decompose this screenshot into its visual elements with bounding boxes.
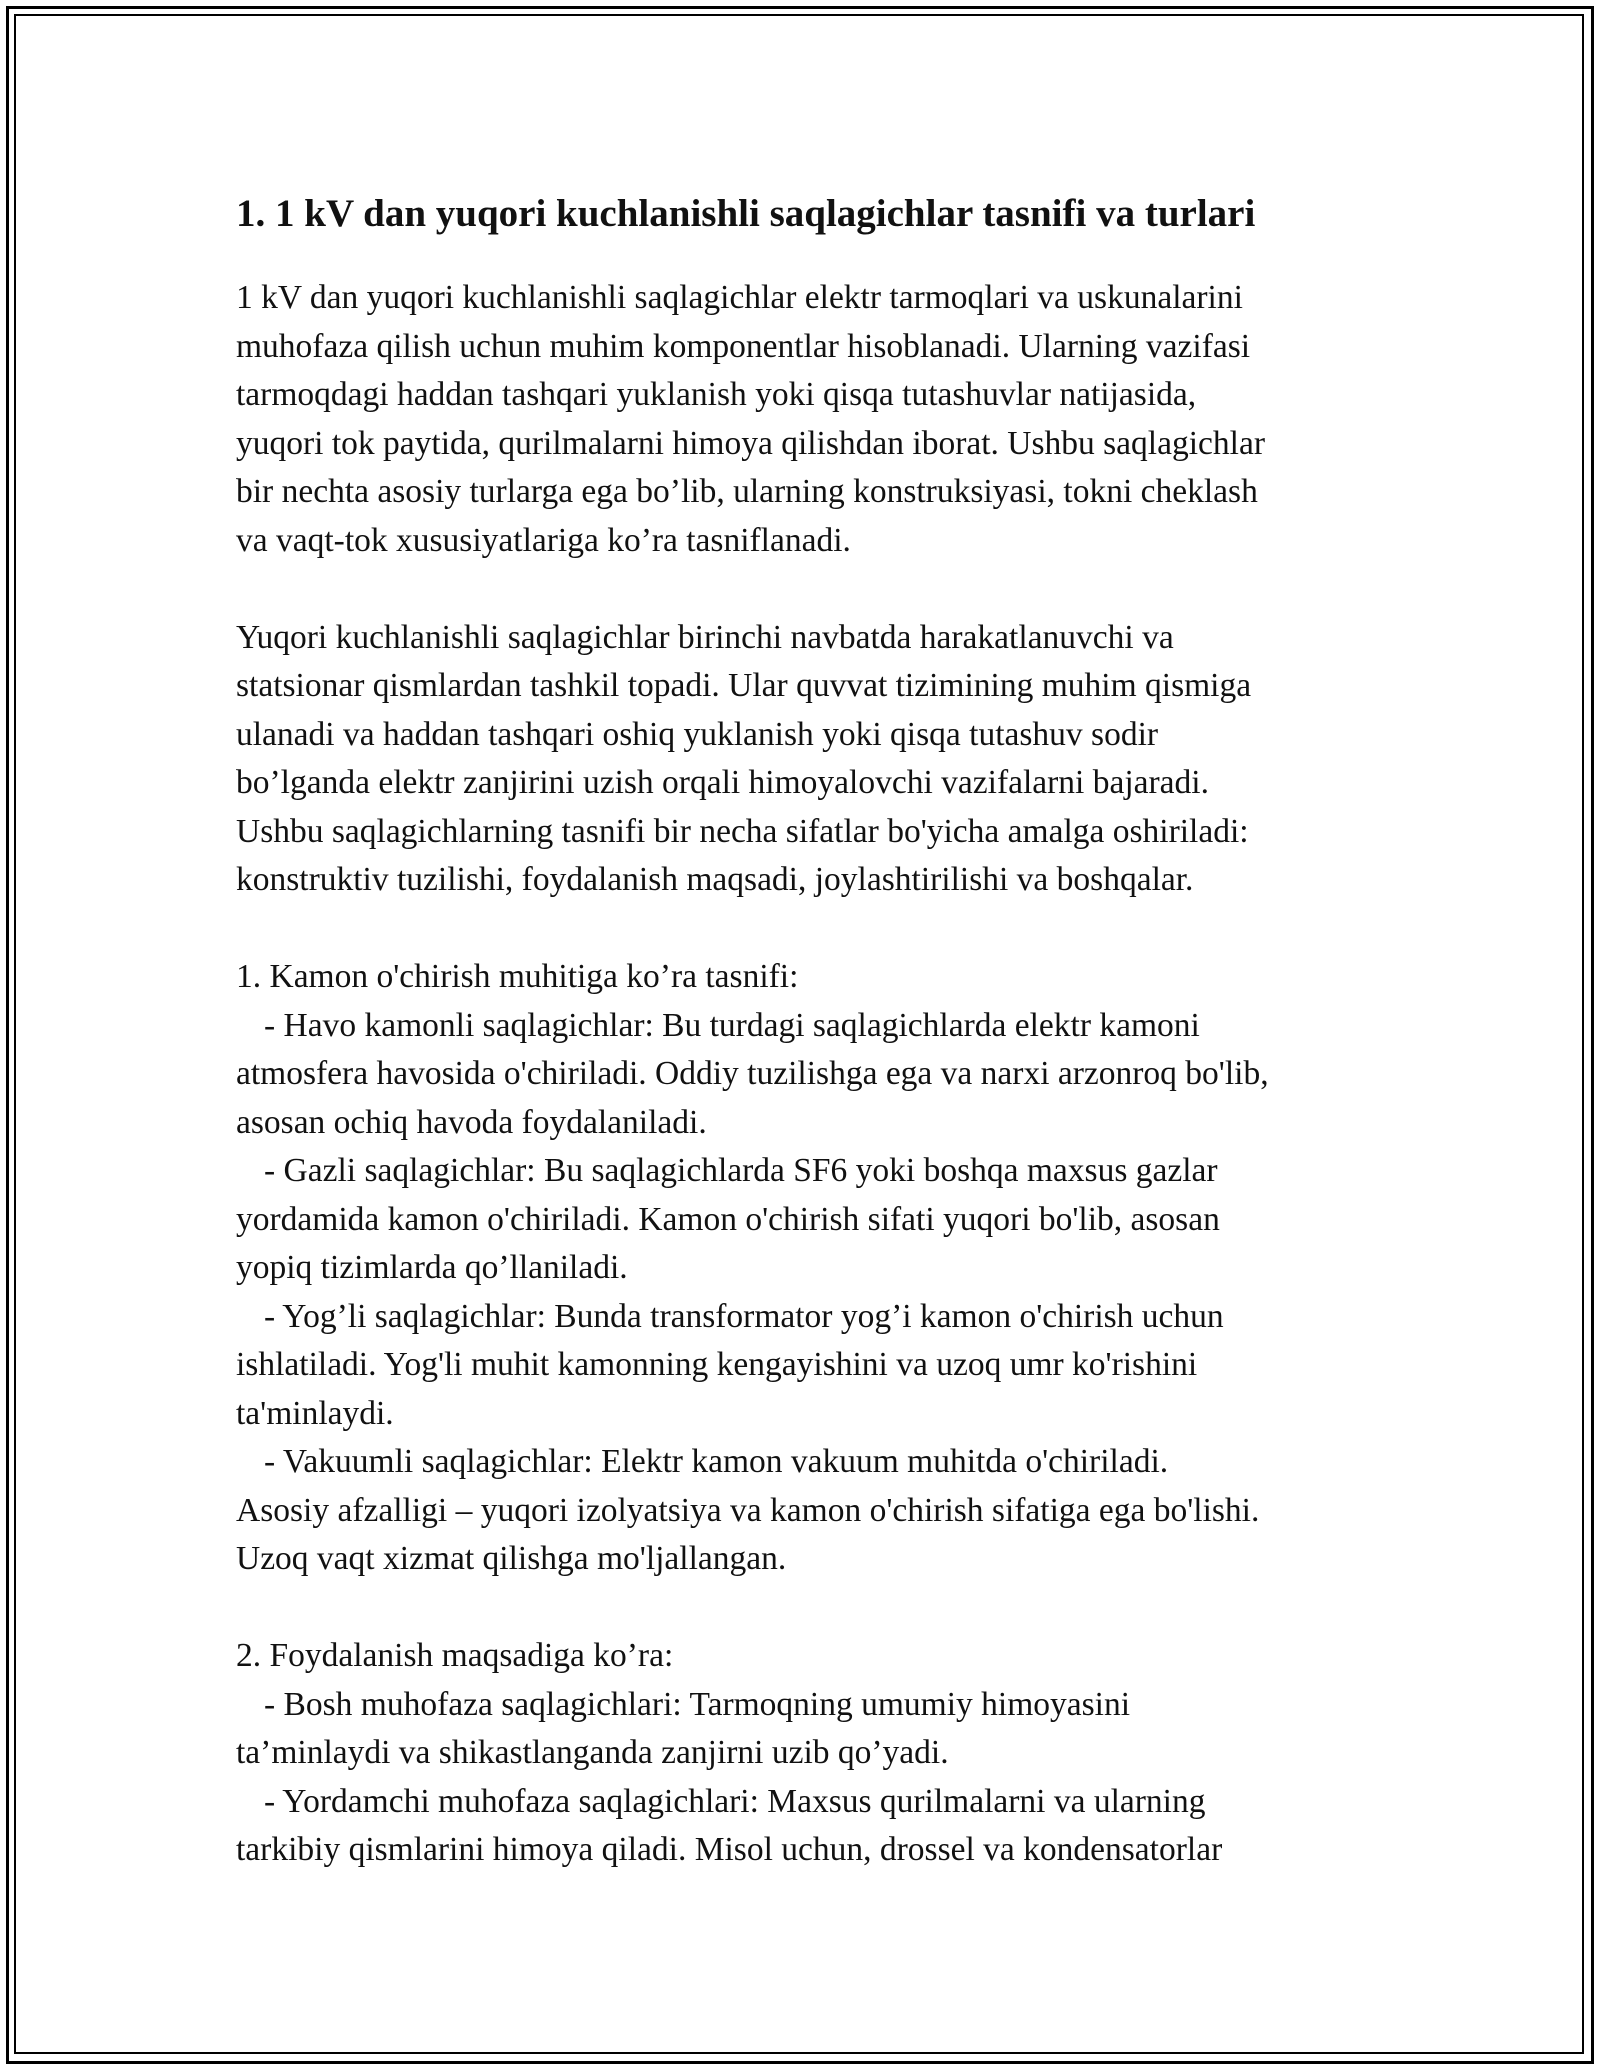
paragraph-spacer xyxy=(236,905,1386,954)
text-line: Yuqori kuchlanishli saqlagichlar birinchi navbatda harakatlanuvchi va xyxy=(236,618,1174,656)
text-line: tarkibiy qismlarini himoya qiladi. Misol uchun, drossel va kondensatorlar xyxy=(236,1831,1223,1868)
text-line: asosan ochiq havoda foydalaniladi. xyxy=(236,1103,707,1141)
document-body xyxy=(236,186,1386,1875)
list-heading: 1. Kamon o'chirish muhitiga ko’ra tasnifi: xyxy=(236,958,799,995)
list-item-line: - Vakuumli saqlagichlar: Elektr kamon vakuum muhitda o'chiriladi. xyxy=(264,1443,1169,1480)
text-line: ulanadi va haddan tashqari oshiq yuklanish yoki qisqa tutashuv sodir xyxy=(236,715,1159,753)
text-line: yuqori tok paytida, qurilmalarni himoya qilishdan iborat. Ushbu saqlagichlar xyxy=(236,424,1265,462)
text-line: tarmoqdagi haddan tashqari yuklanish yoki qisqa tutashuvlar natijasida, xyxy=(236,376,1197,413)
text-line: bir nechta asosiy turlarga ega bo’lib, ularning konstruksiyasi, tokni cheklash xyxy=(236,473,1258,510)
text-line: atmosfera havosida o'chiriladi. Oddiy tuzilishga ega va narxi arzonroq bo'lib, xyxy=(236,1055,1269,1092)
list-heading: 2. Foydalanish maqsadiga ko’ra: xyxy=(236,1637,674,1674)
paragraph-spacer xyxy=(236,1584,1386,1633)
paragraph-spacer xyxy=(236,565,1386,614)
text-line: Uzoq vaqt xizmat qilishga mo'ljallangan. xyxy=(236,1540,787,1577)
text-line: yopiq tizimlarda qo’llaniladi. xyxy=(236,1249,628,1286)
text-line: Asosiy afzalligi – yuqori izolyatsiya va kamon o'chirish sifatiga ega bo'lishi. xyxy=(236,1491,1260,1529)
text-line: statsionar qismlardan tashkil topadi. Ular quvvat tizimining muhim qismiga xyxy=(236,667,1252,704)
text-line: Ushbu saqlagichlarning tasnifi bir necha sifatlar bo'yicha amalga oshiriladi: xyxy=(236,812,1249,850)
text-line: va vaqt-tok xususiyatlariga ko’ra tasniflanadi. xyxy=(236,521,851,559)
text-line: yordamida kamon o'chiriladi. Kamon o'chirish sifati yuqori bo'lib, asosan xyxy=(236,1200,1220,1238)
list-item-line: - Yordamchi muhofaza saqlagichlari: Maxsus qurilmalarni va ularning xyxy=(264,1782,1206,1820)
list-arc-quenching xyxy=(236,953,1386,1584)
paragraph-structure xyxy=(236,614,1386,905)
list-item-line: - Bosh muhofaza saqlagichlari: Tarmoqning umumiy himoyasini xyxy=(264,1685,1131,1723)
text-line: 1 kV dan yuqori kuchlanishli saqlagichlar elektr tarmoqlari va uskunalarini xyxy=(236,279,1243,316)
text-line: bo’lganda elektr zanjirini uzish orqali himoyalovchi vazifalarni bajaradi. xyxy=(236,764,1209,801)
text-line: konstruktiv tuzilishi, foydalanish maqsadi, joylashtirilishi va boshqalar. xyxy=(236,861,1194,898)
list-item-line: - Yog’li saqlagichlar: Bunda transformator yog’i kamon o'chirish uchun xyxy=(264,1297,1224,1335)
list-item-line: - Gazli saqlagichlar: Bu saqlagichlarda SF6 yoki boshqa maxsus gazlar xyxy=(264,1152,1218,1189)
list-purpose xyxy=(236,1632,1386,1875)
text-line: muhofaza qilish uchun muhim komponentlar hisoblanadi. Ularning vazifasi xyxy=(236,327,1251,365)
text-line: ta’minlaydi va shikastlanganda zanjirni uzib qo’yadi. xyxy=(236,1734,949,1771)
list-item-line: - Havo kamonli saqlagichlar: Bu turdagi saqlagichlarda elektr kamoni xyxy=(264,1006,1200,1044)
text-line: ishlatiladi. Yog'li muhit kamonning kengayishini va uzoq umr ko'rishini xyxy=(236,1346,1198,1383)
paragraph-intro xyxy=(236,274,1386,565)
text-line: ta'minlaydi. xyxy=(236,1394,394,1432)
section-heading: 1. 1 kV dan yuqori kuchlanishli saqlagichlar tasnifi va turlari xyxy=(236,192,1256,235)
